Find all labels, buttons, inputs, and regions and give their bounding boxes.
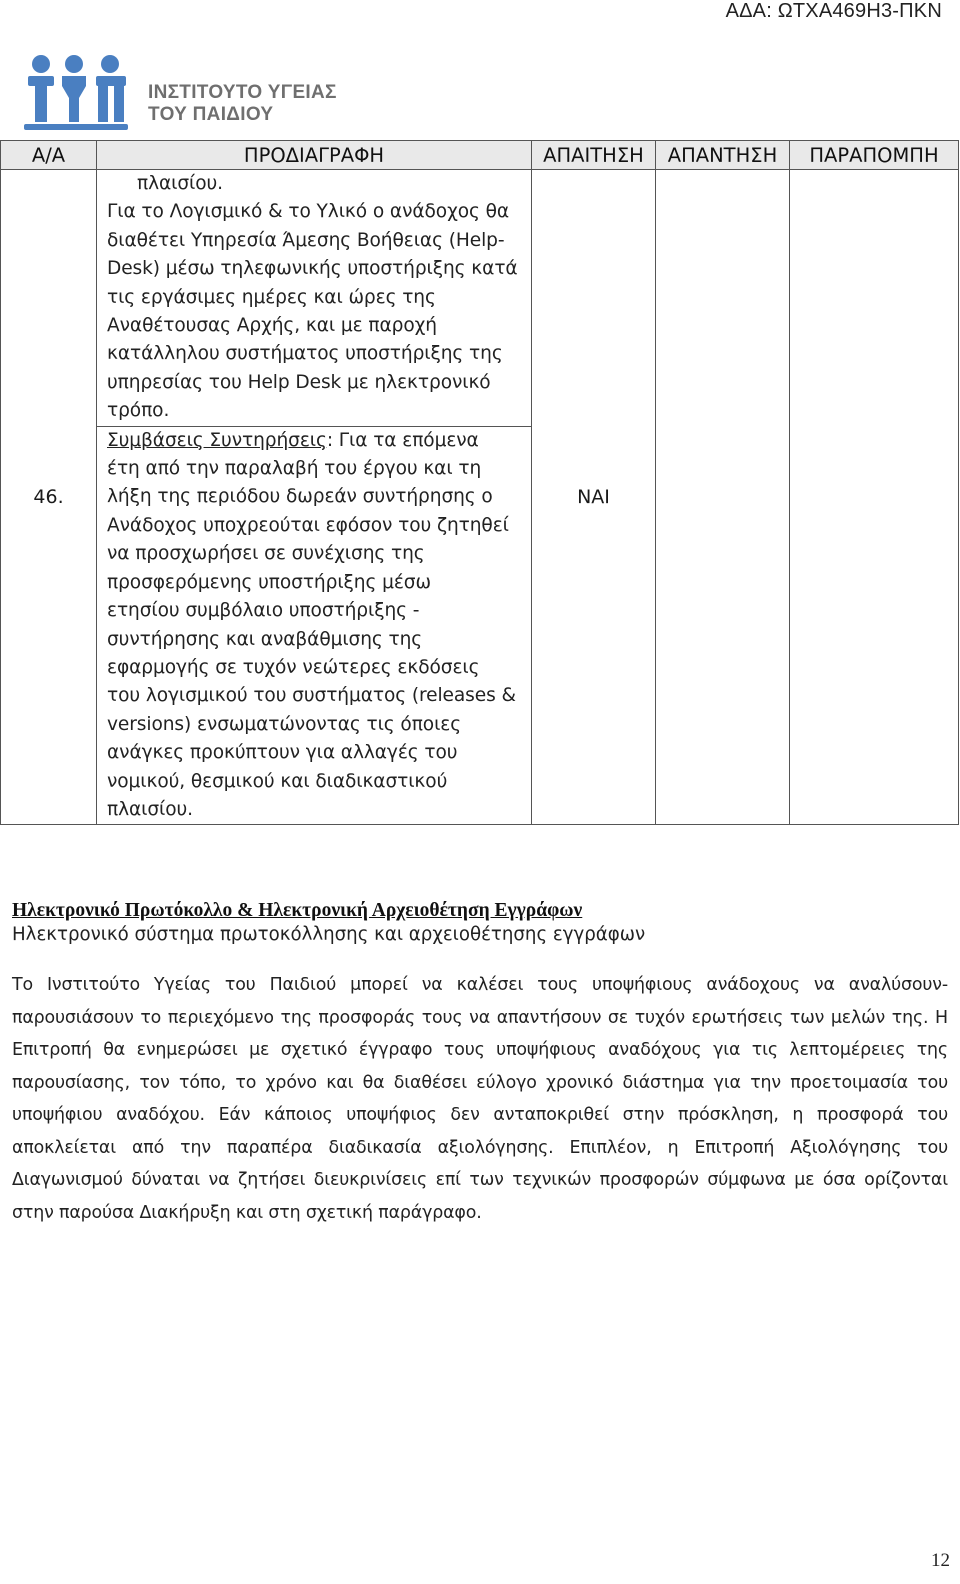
text-line: λήξη της περιόδου δωρεάν συντήρησης ο: [107, 486, 493, 508]
row-requirement: ΝΑΙ: [532, 170, 656, 825]
logo-line-2: ΤΟΥ ΠΑΙΔΙΟΥ: [148, 104, 274, 125]
continuation-text: πλαισίου.: [137, 173, 223, 194]
text-line: έτη από την παραλαβή του έργου και τη: [107, 458, 482, 480]
maintenance-label-rest: : Για τα επόμενα: [326, 429, 479, 451]
text-line: του λογισμικού του συστήματος (releases &: [107, 685, 516, 707]
text-line: διαθέτει Υπηρεσία Άμεσης Βοήθειας (Help-: [107, 229, 505, 251]
column-header-answer: ΑΠΑΝΤΗΣΗ: [656, 141, 790, 170]
text-line: πλαισίου.: [107, 798, 193, 820]
text-line: εφαρμογής σε τυχόν νεώτερες εκδόσεις: [107, 656, 480, 678]
text-line: ετησίου συμβόλαιο υποστήριξης -: [107, 600, 420, 622]
row-number: 46.: [1, 170, 97, 825]
text-line: Για το Λογισμικό & το Υλικό ο ανάδοχος θα: [107, 201, 510, 223]
section-block: [12, 900, 948, 1229]
ada-code: ΑΔΑ: ΩΤΧΑ469Η3-ΠΚΝ: [725, 0, 942, 22]
row-reference: [790, 170, 959, 825]
page-number: 12: [931, 1550, 950, 1571]
row-answer: [656, 170, 790, 825]
logo-text: [148, 82, 337, 126]
maintenance-label: Συμβάσεις Συντηρήσεις: [107, 429, 327, 451]
row-description: [97, 170, 532, 825]
helpdesk-paragraph: [107, 198, 525, 425]
text-line: συντήρησης και αναβάθμισης της: [107, 628, 423, 650]
table-row: [1, 170, 959, 825]
column-header-specification: ΠΡΟΔΙΑΓΡΑΦΗ: [97, 141, 532, 170]
text-line: [107, 427, 525, 455]
text-line: νομικού, θεσμικού και διαδικαστικού: [107, 770, 448, 792]
specification-table: [0, 140, 959, 825]
section-body: Το Ινστιτούτο Υγείας του Παιδιού μπορεί να καλέσει τους υποψήφιους ανάδοχους να αναλύσουν-παρουσιάσουν το περιεχόμενο της προσφοράς τους να απαντήσουν σε τυχόν ερωτήσεις των μελών της. Η Επιτροπή θα ενημερώσει με σχετικό έγγραφο τους υποψήφιους αναδόχους για τις λεπτομέρειες της παρουσίασης, τον τόπο, το χρόνο και θα διαθέσει εύλογο χρονικό διάστημα για την προετοιμασία του υποψήφιου αναδόχου. Εάν κάποιος υποψήφιος δεν ανταποκριθεί στην πρόσκληση, η προσφορά του αποκλείεται από την παραπέρα διαδικασία αξιολόγησης. Επιπλέον, η Επιτροπή Αξιολόγησης του Διαγωνισμού δύναται να ζητήσει διευκρινίσεις επί των τεχνικών προσφορών σύμφωνα με όσα ορίζονται στην παρούσα Διακήρυξη και στη σχετική παράγραφο.: [12, 975, 948, 1223]
institute-logo: [24, 52, 364, 136]
text-line: τις εργάσιμες ημέρες και ώρες της: [107, 286, 436, 308]
text-line: ανάγκες προκύπτουν για αλλαγές του: [107, 742, 458, 764]
text-line: κατάλληλου συστήματος υποστήριξης της: [107, 343, 503, 365]
table-header-row: [1, 141, 959, 170]
logo-figures-icon: [24, 52, 134, 136]
text-line: τρόπο.: [107, 400, 170, 422]
maintenance-paragraph: [107, 427, 525, 825]
text-line: προσφερόμενης υποστήριξης μέσω: [107, 571, 431, 593]
column-header-reference: ΠΑΡΑΠΟΜΠΗ: [790, 141, 959, 170]
column-header-aa: Α/Α: [1, 141, 97, 170]
text-line: υπηρεσίας του Help Desk με ηλεκτρονικό: [107, 371, 491, 393]
logo-line-1: ΙΝΣΤΙΤΟΥΤΟ ΥΓΕΙΑΣ: [148, 82, 337, 103]
text-line: versions) ενσωματώνοντας τις όποιες: [107, 713, 462, 735]
text-line: να προσχωρήσει σε συνέχισης της: [107, 543, 425, 565]
text-line: Desk) μέσω τηλεφωνικής υποστήριξης κατά: [107, 258, 518, 280]
text-line: Αναθέτουσας Αρχής, και με παροχή: [107, 315, 437, 337]
section-title: Ηλεκτρονικό Πρωτόκολλο & Ηλεκτρονική Αρχειοθέτηση Εγγράφων: [12, 900, 583, 921]
text-line: Ανάδοχος υποχρεούται εφόσον του ζητηθεί: [107, 514, 509, 536]
section-subtitle: Ηλεκτρονικό σύστημα πρωτοκόλλησης και αρχειοθέτησης εγγράφων: [12, 924, 646, 945]
column-header-requirement: ΑΠΑΙΤΗΣΗ: [532, 141, 656, 170]
